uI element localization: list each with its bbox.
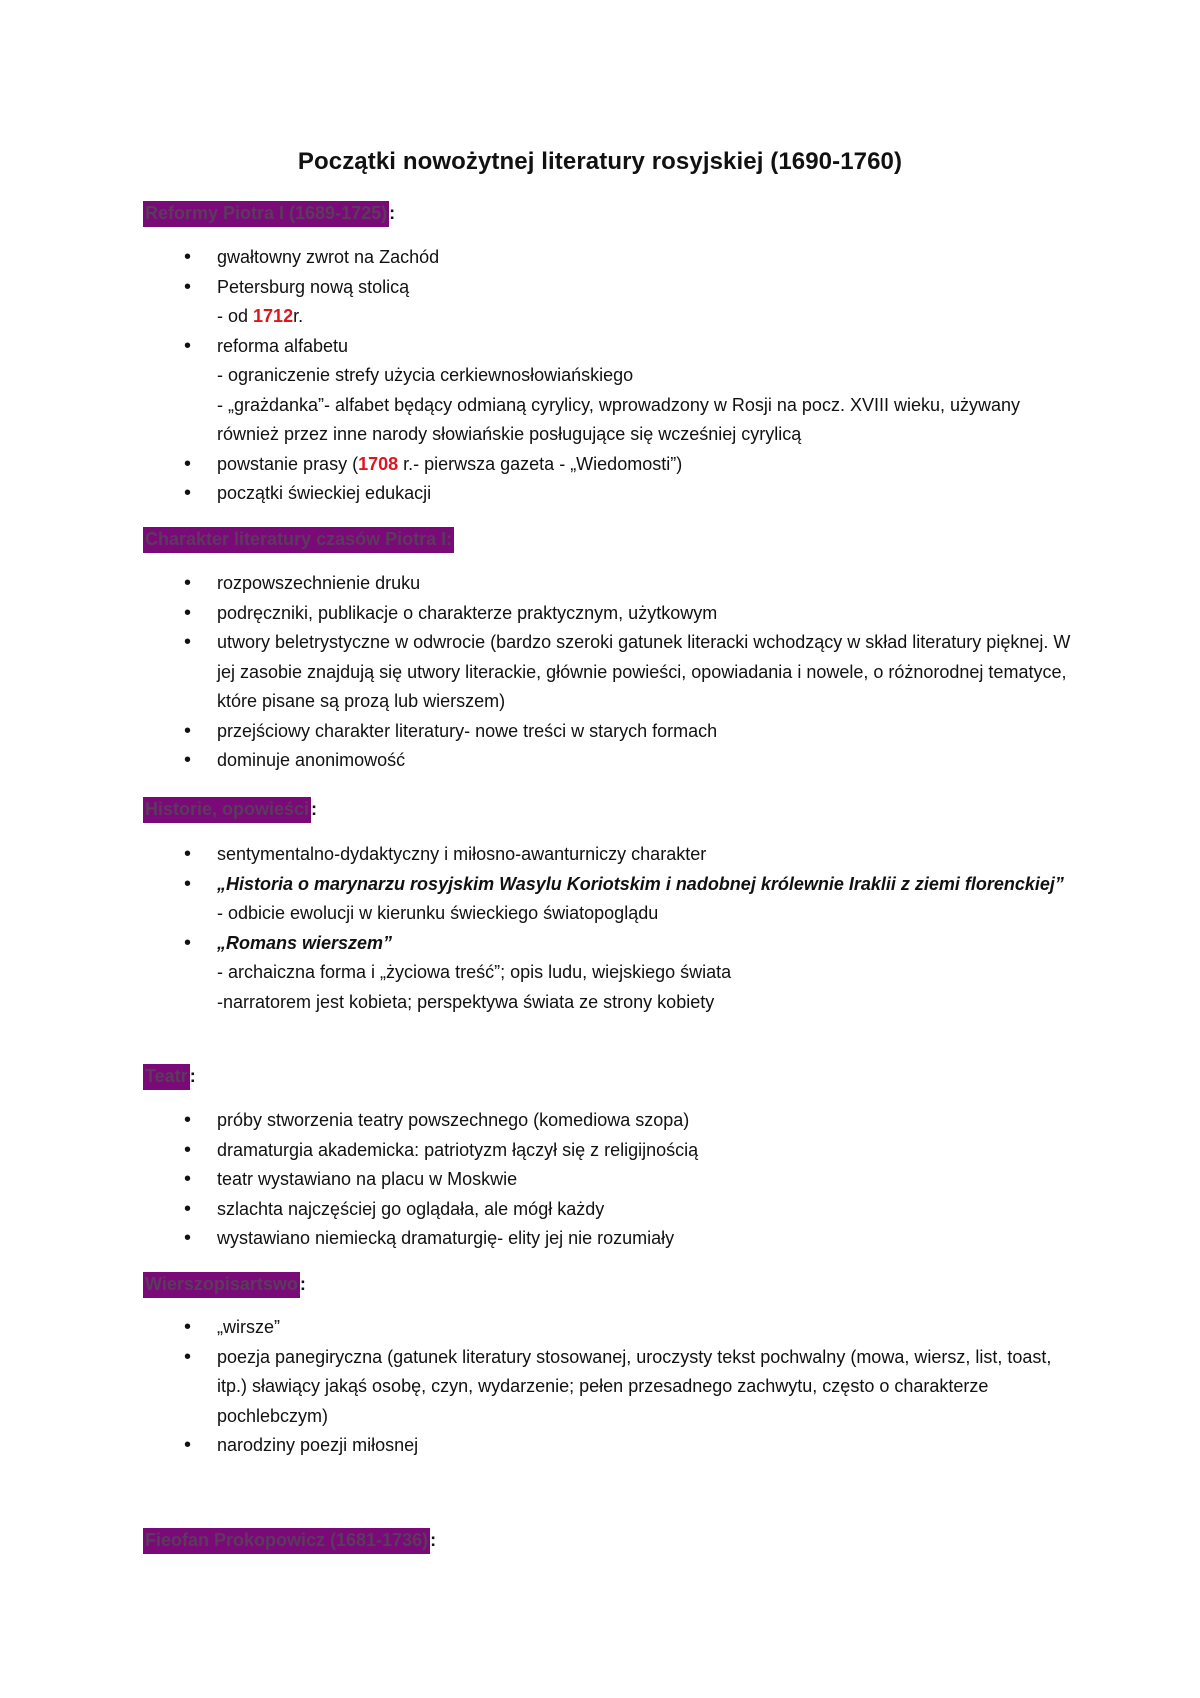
- list-item-text: początki świeckiej edukacji: [217, 483, 432, 503]
- list-item-text: • reforma alfabetu: [217, 335, 349, 356]
- list-item-text: podręczniki, publikacje o charakterze praktycznym, użytkowym: [217, 602, 718, 623]
- list-item: [0, 1343, 1200, 1432]
- sub-line-text: - od: [217, 306, 254, 326]
- list-item: [0, 1195, 1200, 1225]
- reformy-list: [0, 243, 1200, 509]
- sub-line-text: -narratorem jest kobieta; perspektywa świata ze strony kobiety: [217, 991, 715, 1012]
- list-item-text: dramaturgia akademicka: patriotyzm łączył się z religijnością: [217, 1139, 699, 1160]
- highlighted-heading-text: Reformy Piotra I (1689-1725): [143, 201, 389, 227]
- heading-colon: :: [189, 1066, 196, 1086]
- list-item-text: teatr wystawiano na placu w Moskwie: [217, 1169, 518, 1189]
- section-heading-charakter: [143, 524, 454, 554]
- heading-colon: :: [430, 1530, 437, 1550]
- list-item: [0, 1431, 1200, 1461]
- highlighted-heading-text: Historie, opowieści: [143, 797, 311, 823]
- list-item: [0, 569, 1200, 599]
- list-item-text: przejściowy charakter literatury- nowe treści w starych formach: [217, 720, 718, 741]
- list-item: [0, 1224, 1200, 1254]
- list-item: [0, 717, 1200, 747]
- list-item-text: „wirsze”: [217, 1317, 280, 1337]
- charakter-list: [0, 569, 1200, 776]
- section-heading-reformy: [143, 198, 395, 228]
- list-item: [0, 628, 1200, 717]
- list-item-text: utwory beletrystyczne w odwrocie (bardzo szeroki gatunek literacki wchodzący w skład literatury pięknej. W jej zasobie znajdują się utwory literackie, głównie powieści, opowiadania i nowele, o różnorodnej tematyce, które pisane są prozą lub wierszem): [217, 632, 1071, 711]
- heading-colon: :: [389, 203, 396, 223]
- list-item-text: powstanie prasy (: [217, 453, 359, 474]
- list-item-text: rozpowszechnienie druku: [217, 573, 421, 593]
- wierszopisartswo-list: [0, 1313, 1200, 1461]
- year-highlight: 1712: [253, 306, 294, 326]
- section-heading-historie: [143, 794, 317, 824]
- list-item: [0, 243, 1200, 273]
- sub-line-text: - archaiczna forma i „życiowa treść”; opis ludu, wiejskiego świata: [217, 962, 732, 982]
- list-item-text: szlachta najczęściej go oglądała, ale mógł każdy: [217, 1198, 605, 1219]
- section-heading-teatr: [143, 1061, 196, 1091]
- list-item: [0, 1136, 1200, 1166]
- list-item: [0, 273, 1200, 332]
- list-item: [0, 929, 1200, 1018]
- highlighted-heading-text: Wierszopisartswo: [143, 1272, 300, 1298]
- heading-colon: :: [311, 799, 318, 819]
- document-title: Początki nowożytnej literatury rosyjskiej (1690-1760): [297, 148, 903, 175]
- list-item: [0, 479, 1200, 509]
- list-item-text: wystawiano niemiecką dramaturgię- elity jej nie rozumiały: [217, 1228, 675, 1248]
- list-item: [0, 1165, 1200, 1195]
- work-title: • „Historia o marynarzu rosyjskim Wasylu Koriotskim i nadobnej królewnie Iraklii z ziemi florenckiej”: [217, 873, 1064, 894]
- sub-line: [217, 302, 1080, 332]
- list-item-text: poezja panegiryczna (gatunek literatury stosowanej, uroczysty tekst pochwalny (mowa, wiersz, list, toast, itp.) sławiący jakąś osobę, czyn, wydarzenie; pełen przesadnego zachwytu, często o charakterze pochlebczym): [217, 1346, 1052, 1426]
- list-item: [0, 1313, 1200, 1343]
- list-item-text: próby stworzenia teatry powszechnego (komediowa szopa): [217, 1110, 690, 1130]
- list-item-text: r.- pierwsza gazeta - „Wiedomosti”): [398, 453, 683, 474]
- list-item-text: sentymentalno-dydaktyczny i miłosno-awanturniczy charakter: [217, 844, 707, 864]
- list-item: [0, 746, 1200, 776]
- list-item: [0, 332, 1200, 450]
- historie-list: [0, 840, 1200, 1017]
- sub-line-text: r.: [293, 306, 304, 326]
- section-heading-teofan: [143, 1525, 436, 1555]
- year-highlight: 1708: [358, 453, 399, 474]
- work-title: • „Romans wierszem”: [217, 932, 393, 953]
- list-item: [0, 599, 1200, 629]
- heading-colon: :: [299, 1274, 306, 1294]
- highlighted-heading-text: Fieofan Prokopowicz (1681-1736): [143, 1528, 430, 1554]
- list-item: [0, 870, 1200, 929]
- list-item-text: dominuje anonimowość: [217, 750, 406, 770]
- sub-line-text: - odbicie ewolucji w kierunku świeckiego światopoglądu: [217, 903, 659, 923]
- list-item-text: narodziny poezji miłosnej: [217, 1435, 419, 1455]
- section-heading-wierszopisartswo: [143, 1269, 306, 1299]
- highlighted-heading-text: Teatr: [143, 1064, 190, 1090]
- list-item: [0, 840, 1200, 870]
- list-item: [0, 450, 1200, 480]
- teatr-list: [0, 1106, 1200, 1254]
- sub-line-text: - „grażdanka”- alfabet będący odmianą cyrylicy, wprowadzony w Rosji na pocz. XVIII wieku, używany również przez inne narody słowiańskie posługujące się wcześniej cyrylicą: [217, 394, 1021, 444]
- highlighted-heading-text: Charakter literatury czasów Piotra I:: [143, 527, 454, 553]
- list-item-text: • Petersburg nową stolicą: [217, 276, 410, 297]
- list-item: [0, 1106, 1200, 1136]
- list-item-text: gwałtowny zwrot na Zachód: [217, 247, 440, 267]
- sub-line-text: - ograniczenie strefy użycia cerkiewnosłowiańskiego: [217, 365, 634, 385]
